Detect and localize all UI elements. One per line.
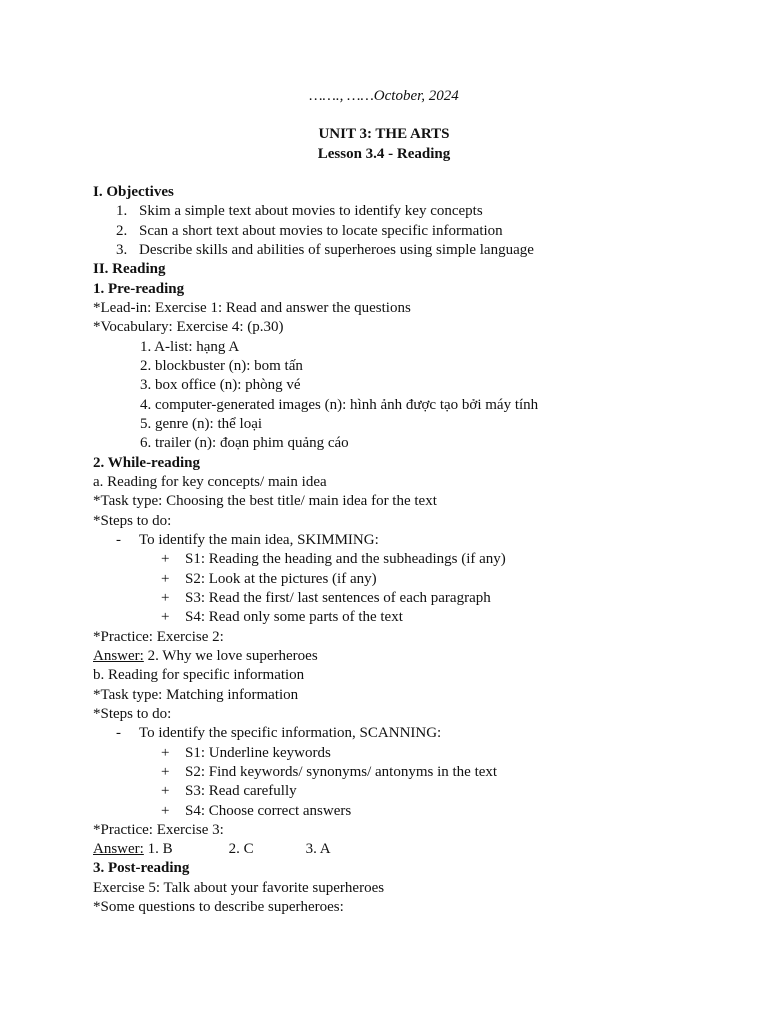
objective-text-2: Scan a short text about movies to locate specific information xyxy=(139,223,503,239)
skimming-step-text-2: S2: Look at the pictures (if any) xyxy=(185,571,377,587)
scanning-step-text-3: S3: Read carefully xyxy=(185,783,297,799)
vocab-item-1: 1. A-list: hạng A xyxy=(140,339,240,355)
dash-bullet: - xyxy=(116,532,121,548)
vocab-item-5: 5. genre (n): thể loại xyxy=(140,416,263,432)
answer-label: Answer: xyxy=(93,648,144,664)
section-b-practice: *Practice: Exercise 3: xyxy=(93,822,224,838)
scanning-step-text-4: S4: Choose correct answers xyxy=(185,803,352,819)
post-reading-heading: 3. Post-reading xyxy=(93,860,190,876)
questions-intro: *Some questions to describe superheroes: xyxy=(93,899,344,915)
scanning-line xyxy=(116,724,441,743)
skimming-step-4 xyxy=(161,608,403,627)
section-a-steps-label: *Steps to do: xyxy=(93,513,172,529)
vocab-item-2: 2. blockbuster (n): bom tấn xyxy=(140,358,303,374)
section-a-title: a. Reading for key concepts/ main idea xyxy=(93,474,327,490)
plus-bullet: + xyxy=(161,745,170,761)
objective-item-2 xyxy=(116,222,503,241)
section-b-steps-label: *Steps to do: xyxy=(93,706,172,722)
reading-heading: II. Reading xyxy=(93,261,166,277)
objective-item-1 xyxy=(116,202,483,221)
skimming-step-text-1: S1: Reading the heading and the subheadings (if any) xyxy=(185,551,506,567)
section-b-title: b. Reading for specific information xyxy=(93,667,305,683)
skimming-line xyxy=(116,531,379,550)
date-line: ……., ……October, 2024 xyxy=(309,88,459,104)
answer-2: 2. C xyxy=(228,841,254,857)
answer-label: Answer: xyxy=(93,841,144,857)
objective-number-1: 1. xyxy=(116,203,128,219)
skimming-step-1 xyxy=(161,550,506,569)
scanning-step-3 xyxy=(161,782,297,801)
skimming-step-2 xyxy=(161,570,377,589)
objective-item-3 xyxy=(116,241,534,260)
section-a-answer xyxy=(93,647,318,666)
plus-bullet: + xyxy=(161,571,170,587)
scanning-text: To identify the specific information, SCANNING: xyxy=(139,725,442,741)
vocab-item-4: 4. computer-generated images (n): hình ảnh được tạo bởi máy tính xyxy=(140,397,539,413)
scanning-step-text-2: S2: Find keywords/ synonyms/ antonyms in the text xyxy=(185,764,498,780)
section-b-answers xyxy=(93,840,331,859)
skimming-step-3 xyxy=(161,589,491,608)
post-reading-exercise: Exercise 5: Talk about your favorite superheroes xyxy=(93,880,385,896)
plus-bullet: + xyxy=(161,590,170,606)
answer-1: 1. B xyxy=(147,841,173,857)
skimming-step-text-4: S4: Read only some parts of the text xyxy=(185,609,403,625)
scanning-step-2 xyxy=(161,763,497,782)
section-a-task: *Task type: Choosing the best title/ main idea for the text xyxy=(93,493,437,509)
plus-bullet: + xyxy=(161,783,170,799)
objective-number-3: 3. xyxy=(116,242,128,258)
vocab-item-6: 6. trailer (n): đoạn phim quảng cáo xyxy=(140,435,349,451)
scanning-step-1 xyxy=(161,744,331,763)
vocab-item-3: 3. box office (n): phòng vé xyxy=(140,377,301,393)
objectives-heading: I. Objectives xyxy=(93,184,174,200)
objective-number-2: 2. xyxy=(116,223,128,239)
while-reading-heading: 2. While-reading xyxy=(93,455,200,471)
objective-text-3: Describe skills and abilities of superheroes using simple language xyxy=(139,242,534,258)
plus-bullet: + xyxy=(161,609,170,625)
skimming-step-text-3: S3: Read the first/ last sentences of each paragraph xyxy=(185,590,491,606)
scanning-step-4 xyxy=(161,802,351,821)
lead-in-line: *Lead-in: Exercise 1: Read and answer the questions xyxy=(93,300,411,316)
answer-text: 2. Why we love superheroes xyxy=(147,648,318,664)
section-a-practice: *Practice: Exercise 2: xyxy=(93,629,224,645)
dash-bullet: - xyxy=(116,725,121,741)
unit-title: UNIT 3: THE ARTS xyxy=(318,126,450,142)
plus-bullet: + xyxy=(161,803,170,819)
answer-3: 3. A xyxy=(305,841,331,857)
pre-reading-heading: 1. Pre-reading xyxy=(93,281,185,297)
skimming-text: To identify the main idea, SKIMMING: xyxy=(139,532,379,548)
objective-text-1: Skim a simple text about movies to identify key concepts xyxy=(139,203,483,219)
lesson-title: Lesson 3.4 - Reading xyxy=(317,146,451,162)
plus-bullet: + xyxy=(161,764,170,780)
vocabulary-intro: *Vocabulary: Exercise 4: (p.30) xyxy=(93,319,284,335)
section-b-task: *Task type: Matching information xyxy=(93,687,299,703)
plus-bullet: + xyxy=(161,551,170,567)
scanning-step-text-1: S1: Underline keywords xyxy=(185,745,331,761)
